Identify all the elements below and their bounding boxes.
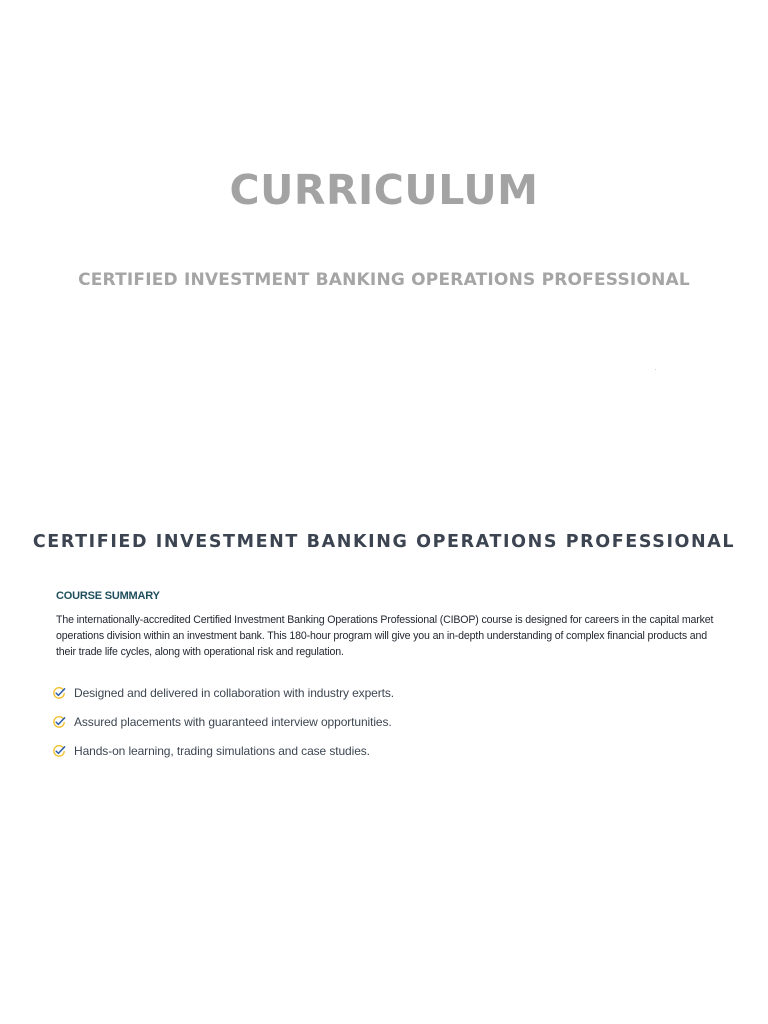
course-summary-text: The internationally-accredited Certified Investment Banking Operations Professional (CIBOP) course is designed for careers in the capital market operations division within an investment bank. This 180-hour program will give you an in-depth understanding of complex financial products and their trade life cycles, along with operational risk and regulation. (56, 614, 714, 658)
feature-text: Hands-on learning, trading simulations and case studies. (74, 743, 370, 758)
course-summary-label: COURSE SUMMARY (56, 590, 160, 602)
section-title: CERTIFIED INVESTMENT BANKING OPERATIONS PROFESSIONAL (32, 532, 736, 552)
page-title: CURRICULUM (229, 166, 539, 214)
feature-text: Assured placements with guaranteed interview opportunities. (74, 714, 392, 729)
list-item (52, 678, 394, 707)
list-item (52, 736, 394, 765)
check-icon (52, 744, 66, 758)
feature-text: Designed and delivered in collaboration with industry experts. (74, 685, 394, 700)
decorative-dot (655, 369, 656, 370)
check-icon (52, 686, 66, 700)
list-item (52, 707, 394, 736)
check-icon (52, 715, 66, 729)
page-subtitle: CERTIFIED INVESTMENT BANKING OPERATIONS PROFESSIONAL (78, 270, 690, 290)
feature-list (52, 678, 394, 765)
